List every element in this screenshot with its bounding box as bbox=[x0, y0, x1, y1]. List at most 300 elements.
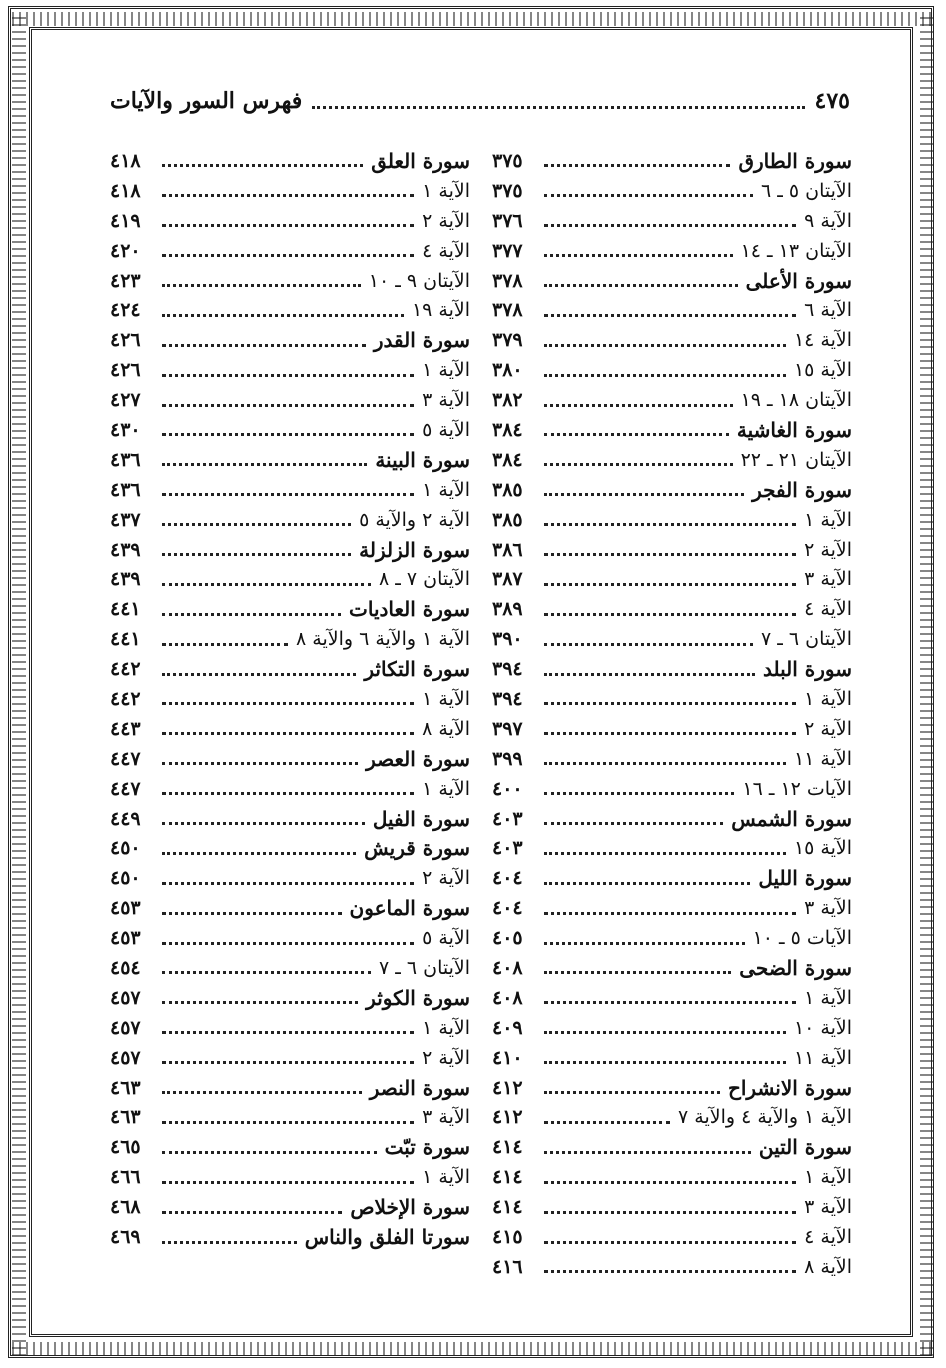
entry-page-number: ٤٦٣ bbox=[110, 1106, 141, 1129]
entry-page-number: ٤١٨ bbox=[110, 149, 141, 172]
entry-page-number: ٤٣٩ bbox=[110, 568, 141, 591]
entry-page-number: ٤٠٨ bbox=[492, 956, 523, 979]
entry-label: سورة تبّت bbox=[384, 1135, 470, 1160]
leader-dots bbox=[544, 1171, 796, 1184]
index-entry-verse bbox=[492, 355, 852, 385]
leader-dots bbox=[162, 364, 414, 377]
index-entry-verse bbox=[492, 1103, 852, 1133]
index-entry-surah bbox=[492, 654, 852, 684]
index-entry-verse bbox=[110, 923, 470, 953]
entry-page-number: ٤٥٧ bbox=[110, 1046, 141, 1069]
entry-label: الآية ٩ bbox=[804, 209, 852, 232]
entry-label: الآية ٢ والآية ٥ bbox=[359, 508, 470, 531]
index-entry-verse bbox=[110, 206, 470, 236]
entry-label: سورة الفيل bbox=[372, 806, 470, 831]
index-entry-surah bbox=[492, 804, 852, 834]
leader-dots bbox=[544, 453, 733, 466]
leader-dots bbox=[544, 423, 729, 436]
index-entry-verse bbox=[110, 953, 470, 983]
index-entry-surah bbox=[110, 594, 470, 624]
entry-label: الآية ١ bbox=[804, 1166, 852, 1189]
index-entry-verse bbox=[492, 206, 852, 236]
index-entry-surah bbox=[110, 1222, 470, 1252]
leader-dots bbox=[544, 304, 796, 317]
entry-label: الآية ٣ bbox=[804, 568, 852, 591]
index-entry-verse bbox=[492, 1222, 852, 1252]
entry-label: سورة الطارق bbox=[738, 148, 852, 173]
entry-label: الآية ٣ bbox=[804, 1196, 852, 1219]
index-entry-surah bbox=[492, 415, 852, 445]
leader-dots bbox=[162, 453, 367, 466]
leader-dots bbox=[544, 573, 796, 586]
entry-page-number: ٣٧٨ bbox=[492, 269, 523, 292]
entry-page-number: ٣٨٠ bbox=[492, 359, 523, 382]
entry-page-number: ٣٨٤ bbox=[492, 448, 523, 471]
leader-dots bbox=[162, 1141, 377, 1154]
leader-dots bbox=[544, 334, 786, 347]
leader-dots bbox=[162, 722, 414, 735]
entry-label: الآية ١٩ bbox=[411, 299, 470, 322]
entry-label: سورة الليل bbox=[758, 866, 852, 891]
leader-dots bbox=[544, 961, 731, 974]
index-entry-verse bbox=[492, 295, 852, 325]
leader-dots bbox=[162, 1171, 414, 1184]
border-pattern-right bbox=[920, 12, 934, 1356]
entry-label: سورة الانشراح bbox=[727, 1075, 852, 1100]
entry-page-number: ٤٥٠ bbox=[110, 867, 141, 890]
entry-page-number: ٤٦٨ bbox=[110, 1196, 141, 1219]
entry-label: الآيتان ٦ ـ ٧ bbox=[378, 956, 470, 979]
leader-dots bbox=[544, 692, 796, 705]
entry-page-number: ٤٦٣ bbox=[110, 1076, 141, 1099]
entry-label: الآية ٤ bbox=[422, 239, 470, 262]
leader-dots bbox=[162, 244, 414, 257]
index-entry-verse bbox=[492, 744, 852, 774]
index-entry-verse bbox=[110, 774, 470, 804]
entry-label: الآية ٤ bbox=[804, 1226, 852, 1248]
entry-label: الآية ٣ bbox=[804, 897, 852, 920]
entry-page-number: ٤٢٣ bbox=[110, 269, 141, 292]
border-pattern-left bbox=[12, 12, 26, 1356]
index-entry-verse bbox=[492, 893, 852, 923]
entry-page-number: ٣٧٥ bbox=[492, 179, 523, 202]
entry-label: الآية ١ bbox=[422, 478, 470, 501]
leader-dots bbox=[544, 244, 733, 257]
entry-page-number: ٤٤٧ bbox=[110, 747, 141, 770]
entry-page-number: ٤٥٧ bbox=[110, 986, 141, 1009]
entry-label: الآية ١ والآية ٦ والآية ٨ bbox=[296, 628, 470, 651]
entry-page-number: ٣٧٧ bbox=[492, 239, 523, 262]
entry-page-number: ٤٤١ bbox=[110, 598, 141, 621]
entry-page-number: ٣٨٢ bbox=[492, 389, 523, 412]
entry-page-number: ٤١٤ bbox=[492, 1166, 523, 1189]
index-entry-verse bbox=[110, 714, 470, 744]
index-entry-verse bbox=[110, 475, 470, 505]
entry-page-number: ٤٥٠ bbox=[110, 837, 141, 860]
index-entry-surah bbox=[110, 1132, 470, 1162]
entry-page-number: ٤٢٠ bbox=[110, 239, 141, 262]
entry-label: سورة البينة bbox=[375, 447, 470, 472]
index-entry-surah bbox=[492, 146, 852, 176]
index-entry-verse bbox=[110, 415, 470, 445]
leader-dots bbox=[544, 1081, 720, 1094]
entry-page-number: ٣٨٦ bbox=[492, 538, 523, 561]
leader-dots bbox=[544, 663, 755, 676]
entry-label: سورة التكاثر bbox=[364, 657, 470, 682]
entry-page-number: ٤٦٦ bbox=[110, 1166, 141, 1189]
index-entry-verse bbox=[110, 1162, 470, 1192]
index-entry-verse bbox=[110, 236, 470, 266]
leader-dots bbox=[162, 154, 363, 167]
index-entry-verse bbox=[492, 774, 852, 804]
entry-label: سورة الأعلى bbox=[745, 268, 852, 293]
index-entry-surah bbox=[492, 863, 852, 893]
leader-dots bbox=[162, 423, 414, 436]
leader-dots bbox=[544, 184, 753, 197]
index-entry-verse bbox=[492, 714, 852, 744]
index-entry-surah bbox=[110, 654, 470, 684]
entry-label: الآية ١ bbox=[422, 359, 470, 382]
entry-label: سورة العصر bbox=[366, 746, 470, 771]
entry-label: سورة التين bbox=[758, 1135, 852, 1160]
index-entry-surah bbox=[110, 445, 470, 475]
entry-label: الآيتان ٦ ـ ٧ bbox=[760, 628, 852, 651]
entry-label: الآية ٢ bbox=[422, 209, 470, 232]
entry-label: الآيتان ٢١ ـ ٢٢ bbox=[740, 448, 852, 471]
border-pattern-top bbox=[12, 12, 934, 26]
entry-page-number: ٤٠٥ bbox=[492, 927, 523, 950]
index-entry-verse bbox=[110, 295, 470, 325]
entry-page-number: ٤١٢ bbox=[492, 1106, 523, 1129]
index-entry-surah bbox=[110, 893, 470, 923]
leader-dots bbox=[544, 932, 745, 945]
header-leader-dots bbox=[312, 94, 804, 109]
index-entry-verse bbox=[110, 624, 470, 654]
entry-page-number: ٤٥٣ bbox=[110, 897, 141, 920]
entry-page-number: ٤٠٩ bbox=[492, 1016, 523, 1039]
entry-label: الآيات ٥ ـ ١٠ bbox=[752, 927, 852, 950]
leader-dots bbox=[544, 394, 733, 407]
entry-page-number: ٤٦٥ bbox=[110, 1136, 141, 1159]
entry-label: الآية ١٤ bbox=[793, 329, 852, 352]
entry-label: سورة القدر bbox=[373, 328, 470, 353]
leader-dots bbox=[162, 1021, 414, 1034]
entry-label: الآيتان ١٨ ـ ١٩ bbox=[740, 389, 852, 412]
entry-page-number: ٤٠٣ bbox=[492, 837, 523, 860]
index-entry-verse bbox=[492, 1043, 852, 1073]
index-entry-verse bbox=[492, 564, 852, 594]
entry-page-number: ٤٣٩ bbox=[110, 538, 141, 561]
leader-dots bbox=[544, 633, 753, 646]
entry-page-number: ٤٠٤ bbox=[492, 897, 523, 920]
index-entry-verse bbox=[492, 176, 852, 206]
entry-page-number: ٤٠٠ bbox=[492, 777, 523, 800]
leader-dots bbox=[162, 543, 351, 556]
entry-page-number: ٤١٦ bbox=[492, 1255, 523, 1278]
entry-label: سورة النصر bbox=[369, 1075, 470, 1100]
index-entry-verse bbox=[110, 266, 470, 296]
entry-page-number: ٤٢٧ bbox=[110, 389, 141, 412]
index-entry-surah bbox=[492, 1073, 852, 1103]
leader-dots bbox=[544, 782, 734, 795]
index-entry-verse bbox=[492, 1192, 852, 1222]
leader-dots bbox=[544, 722, 796, 735]
index-entry-verse bbox=[492, 833, 852, 863]
entry-page-number: ٤١٤ bbox=[492, 1136, 523, 1159]
entry-page-number: ٤١٥ bbox=[492, 1226, 523, 1248]
index-entry-verse bbox=[110, 1013, 470, 1043]
leader-dots bbox=[544, 214, 796, 227]
entry-page-number: ٤٣٦ bbox=[110, 478, 141, 501]
leader-dots bbox=[162, 1231, 297, 1244]
entry-page-number: ٤٤٢ bbox=[110, 658, 141, 681]
leader-dots bbox=[544, 274, 738, 287]
entry-page-number: ٤٤٧ bbox=[110, 777, 141, 800]
entry-label: سورتا الفلق والناس bbox=[304, 1225, 470, 1249]
entry-page-number: ٣٨٧ bbox=[492, 568, 523, 591]
index-entry-verse bbox=[492, 1252, 852, 1282]
entry-page-number: ٤٣٦ bbox=[110, 448, 141, 471]
leader-dots bbox=[162, 1051, 414, 1064]
index-entry-verse bbox=[110, 564, 470, 594]
leader-dots bbox=[544, 513, 796, 526]
index-entry-verse bbox=[492, 385, 852, 415]
entry-label: الآية ١ bbox=[422, 1016, 470, 1039]
entry-label: الآية ١ bbox=[422, 179, 470, 202]
leader-dots bbox=[162, 214, 414, 227]
entry-label: الآية ١ bbox=[804, 687, 852, 710]
entry-page-number: ٣٩٤ bbox=[492, 658, 523, 681]
index-entry-verse bbox=[110, 1043, 470, 1073]
entry-label: الآية ٨ bbox=[804, 1255, 852, 1278]
leader-dots bbox=[162, 902, 342, 915]
entry-page-number: ٣٧٦ bbox=[492, 209, 523, 232]
entry-label: سورة الضحى bbox=[739, 955, 852, 980]
index-entry-verse bbox=[110, 355, 470, 385]
border-pattern-bottom bbox=[12, 1342, 934, 1356]
index-entry-surah bbox=[110, 535, 470, 565]
entry-label: الآية ١٥ bbox=[793, 359, 852, 382]
index-entry-surah bbox=[110, 146, 470, 176]
entry-label: الآيتان ٥ ـ ٦ bbox=[760, 179, 852, 202]
entry-label: الآية ١ bbox=[804, 986, 852, 1009]
entry-label: الآية ١٠ bbox=[793, 1016, 852, 1039]
entry-page-number: ٤٥٧ bbox=[110, 1016, 141, 1039]
entry-page-number: ٤٢٤ bbox=[110, 299, 141, 322]
index-entry-verse bbox=[492, 236, 852, 266]
entry-label: الآية ٢ bbox=[804, 538, 852, 561]
index-entry-surah bbox=[110, 983, 470, 1013]
entry-page-number: ٤٠٤ bbox=[492, 867, 523, 890]
leader-dots bbox=[162, 872, 414, 885]
entry-label: الآية ٦ bbox=[804, 299, 852, 322]
index-entry-surah bbox=[492, 953, 852, 983]
entry-page-number: ٣٧٥ bbox=[492, 149, 523, 172]
index-entry-verse bbox=[110, 505, 470, 535]
entry-label: الآية ٥ bbox=[422, 418, 470, 441]
leader-dots bbox=[162, 573, 371, 586]
leader-dots bbox=[544, 991, 796, 1004]
entry-label: الآية ٨ bbox=[422, 717, 470, 740]
index-entry-verse bbox=[492, 923, 852, 953]
leader-dots bbox=[162, 1081, 362, 1094]
entry-page-number: ٤٤٢ bbox=[110, 687, 141, 710]
entry-page-number: ٤١٢ bbox=[492, 1076, 523, 1099]
leader-dots bbox=[162, 692, 414, 705]
leader-dots bbox=[544, 483, 744, 496]
index-entry-verse bbox=[110, 385, 470, 415]
entry-page-number: ٣٩٠ bbox=[492, 628, 523, 651]
entry-label: الآية ١١ bbox=[793, 1046, 852, 1069]
index-entry-verse bbox=[492, 983, 852, 1013]
entry-page-number: ٤١٤ bbox=[492, 1196, 523, 1219]
index-entry-surah bbox=[492, 266, 852, 296]
entry-label: سورة قريش bbox=[364, 836, 470, 861]
leader-dots bbox=[162, 991, 358, 1004]
leader-dots bbox=[162, 274, 361, 287]
entry-page-number: ٤٥٣ bbox=[110, 927, 141, 950]
entry-page-number: ٤٠٣ bbox=[492, 807, 523, 830]
index-entry-verse bbox=[492, 594, 852, 624]
index-entry-verse bbox=[492, 684, 852, 714]
leader-dots bbox=[162, 633, 288, 646]
index-entry-verse bbox=[492, 535, 852, 565]
leader-dots bbox=[544, 1201, 796, 1214]
entry-page-number: ٤٤١ bbox=[110, 628, 141, 651]
leader-dots bbox=[162, 961, 371, 974]
entry-page-number: ٤٥٤ bbox=[110, 956, 141, 979]
index-column-left bbox=[110, 146, 470, 1252]
entry-page-number: ٣٧٨ bbox=[492, 299, 523, 322]
index-entry-surah bbox=[110, 1192, 470, 1222]
entry-page-number: ٤١٠ bbox=[492, 1046, 523, 1069]
leader-dots bbox=[162, 334, 366, 347]
index-entry-verse bbox=[492, 1013, 852, 1043]
leader-dots bbox=[162, 1201, 342, 1214]
entry-page-number: ٣٨٥ bbox=[492, 508, 523, 531]
index-entry-verse bbox=[492, 1162, 852, 1192]
leader-dots bbox=[544, 872, 750, 885]
entry-label: سورة الإخلاص bbox=[350, 1195, 470, 1220]
leader-dots bbox=[544, 812, 723, 825]
leader-dots bbox=[544, 154, 730, 167]
entry-page-number: ٤١٩ bbox=[110, 209, 141, 232]
leader-dots bbox=[544, 902, 796, 915]
index-entry-surah bbox=[110, 804, 470, 834]
index-column-right bbox=[492, 146, 852, 1282]
entry-label: سورة البلد bbox=[763, 657, 852, 682]
entry-label: الآيتان ٩ ـ ١٠ bbox=[368, 269, 470, 292]
header-title: فهرس السور والآيات bbox=[110, 88, 303, 114]
entry-page-number: ٤٤٩ bbox=[110, 807, 141, 830]
entry-label: الآية ٣ bbox=[422, 1106, 470, 1129]
entry-page-number: ٤٦٩ bbox=[110, 1226, 141, 1248]
entry-page-number: ٤٢٦ bbox=[110, 359, 141, 382]
entry-label: الآية ٣ bbox=[422, 389, 470, 412]
leader-dots bbox=[544, 1141, 751, 1154]
leader-dots bbox=[544, 1260, 796, 1273]
index-entry-verse bbox=[110, 684, 470, 714]
header-page-number: ٤٧٥ bbox=[814, 88, 850, 114]
leader-dots bbox=[162, 663, 356, 676]
index-entry-verse bbox=[492, 624, 852, 654]
index-entry-surah bbox=[110, 833, 470, 863]
entry-page-number: ٣٩٩ bbox=[492, 747, 523, 770]
entry-label: سورة الفجر bbox=[752, 477, 852, 502]
entry-label: الآية ١ والآية ٤ والآية ٧ bbox=[678, 1106, 852, 1129]
entry-label: سورة العلق bbox=[371, 148, 470, 173]
entry-label: سورة الشمس bbox=[731, 806, 852, 831]
index-entry-surah bbox=[492, 475, 852, 505]
leader-dots bbox=[162, 184, 414, 197]
leader-dots bbox=[162, 603, 341, 616]
leader-dots bbox=[162, 394, 414, 407]
entry-label: سورة العاديات bbox=[349, 597, 470, 622]
index-entry-surah bbox=[110, 325, 470, 355]
index-entry-surah bbox=[492, 1132, 852, 1162]
entry-label: الآية ١ bbox=[422, 1166, 470, 1189]
entry-label: الآية ٢ bbox=[422, 867, 470, 890]
entry-page-number: ٣٨٩ bbox=[492, 598, 523, 621]
entry-label: الآية ٢ bbox=[422, 1046, 470, 1069]
entry-label: الآية ١١ bbox=[793, 747, 852, 770]
leader-dots bbox=[544, 752, 786, 765]
entry-page-number: ٣٩٧ bbox=[492, 717, 523, 740]
entry-page-number: ٣٩٤ bbox=[492, 687, 523, 710]
entry-page-number: ٤٠٨ bbox=[492, 986, 523, 1009]
index-entry-verse bbox=[110, 176, 470, 206]
entry-label: الآية ١٥ bbox=[793, 837, 852, 860]
entry-label: سورة الزلزلة bbox=[359, 537, 470, 562]
leader-dots bbox=[162, 513, 351, 526]
entry-label: الآيتان ١٣ ـ ١٤ bbox=[740, 239, 852, 262]
leader-dots bbox=[544, 1111, 670, 1124]
entry-page-number: ٤٢٦ bbox=[110, 329, 141, 352]
entry-label: الآية ٤ bbox=[804, 598, 852, 621]
entry-label: سورة الكوثر bbox=[366, 985, 470, 1010]
leader-dots bbox=[162, 812, 365, 825]
entry-page-number: ٤٣٧ bbox=[110, 508, 141, 531]
leader-dots bbox=[162, 782, 414, 795]
index-entry-verse bbox=[492, 445, 852, 475]
leader-dots bbox=[162, 483, 414, 496]
entry-page-number: ٤١٨ bbox=[110, 179, 141, 202]
leader-dots bbox=[544, 1021, 786, 1034]
entry-label: الآية ١ bbox=[422, 687, 470, 710]
leader-dots bbox=[544, 603, 796, 616]
entry-label: الآيات ١٢ ـ ١٦ bbox=[742, 777, 852, 800]
entry-page-number: ٤٣٠ bbox=[110, 418, 141, 441]
leader-dots bbox=[162, 752, 358, 765]
entry-label: الآية ١ bbox=[804, 508, 852, 531]
entry-label: سورة الغاشية bbox=[736, 417, 852, 442]
index-entry-verse bbox=[492, 505, 852, 535]
running-header bbox=[110, 86, 850, 116]
leader-dots bbox=[544, 1051, 786, 1064]
index-entry-verse bbox=[110, 1103, 470, 1133]
entry-label: الآية ٥ bbox=[422, 927, 470, 950]
index-entry-surah bbox=[110, 1073, 470, 1103]
leader-dots bbox=[162, 1111, 414, 1124]
leader-dots bbox=[544, 364, 786, 377]
leader-dots bbox=[162, 842, 356, 855]
entry-page-number: ٣٧٩ bbox=[492, 329, 523, 352]
index-entry-verse bbox=[492, 325, 852, 355]
leader-dots bbox=[544, 543, 796, 556]
entry-label: سورة الماعون bbox=[349, 896, 470, 921]
entry-label: الآية ٢ bbox=[804, 717, 852, 740]
entry-label: الآيتان ٧ ـ ٨ bbox=[378, 568, 470, 591]
